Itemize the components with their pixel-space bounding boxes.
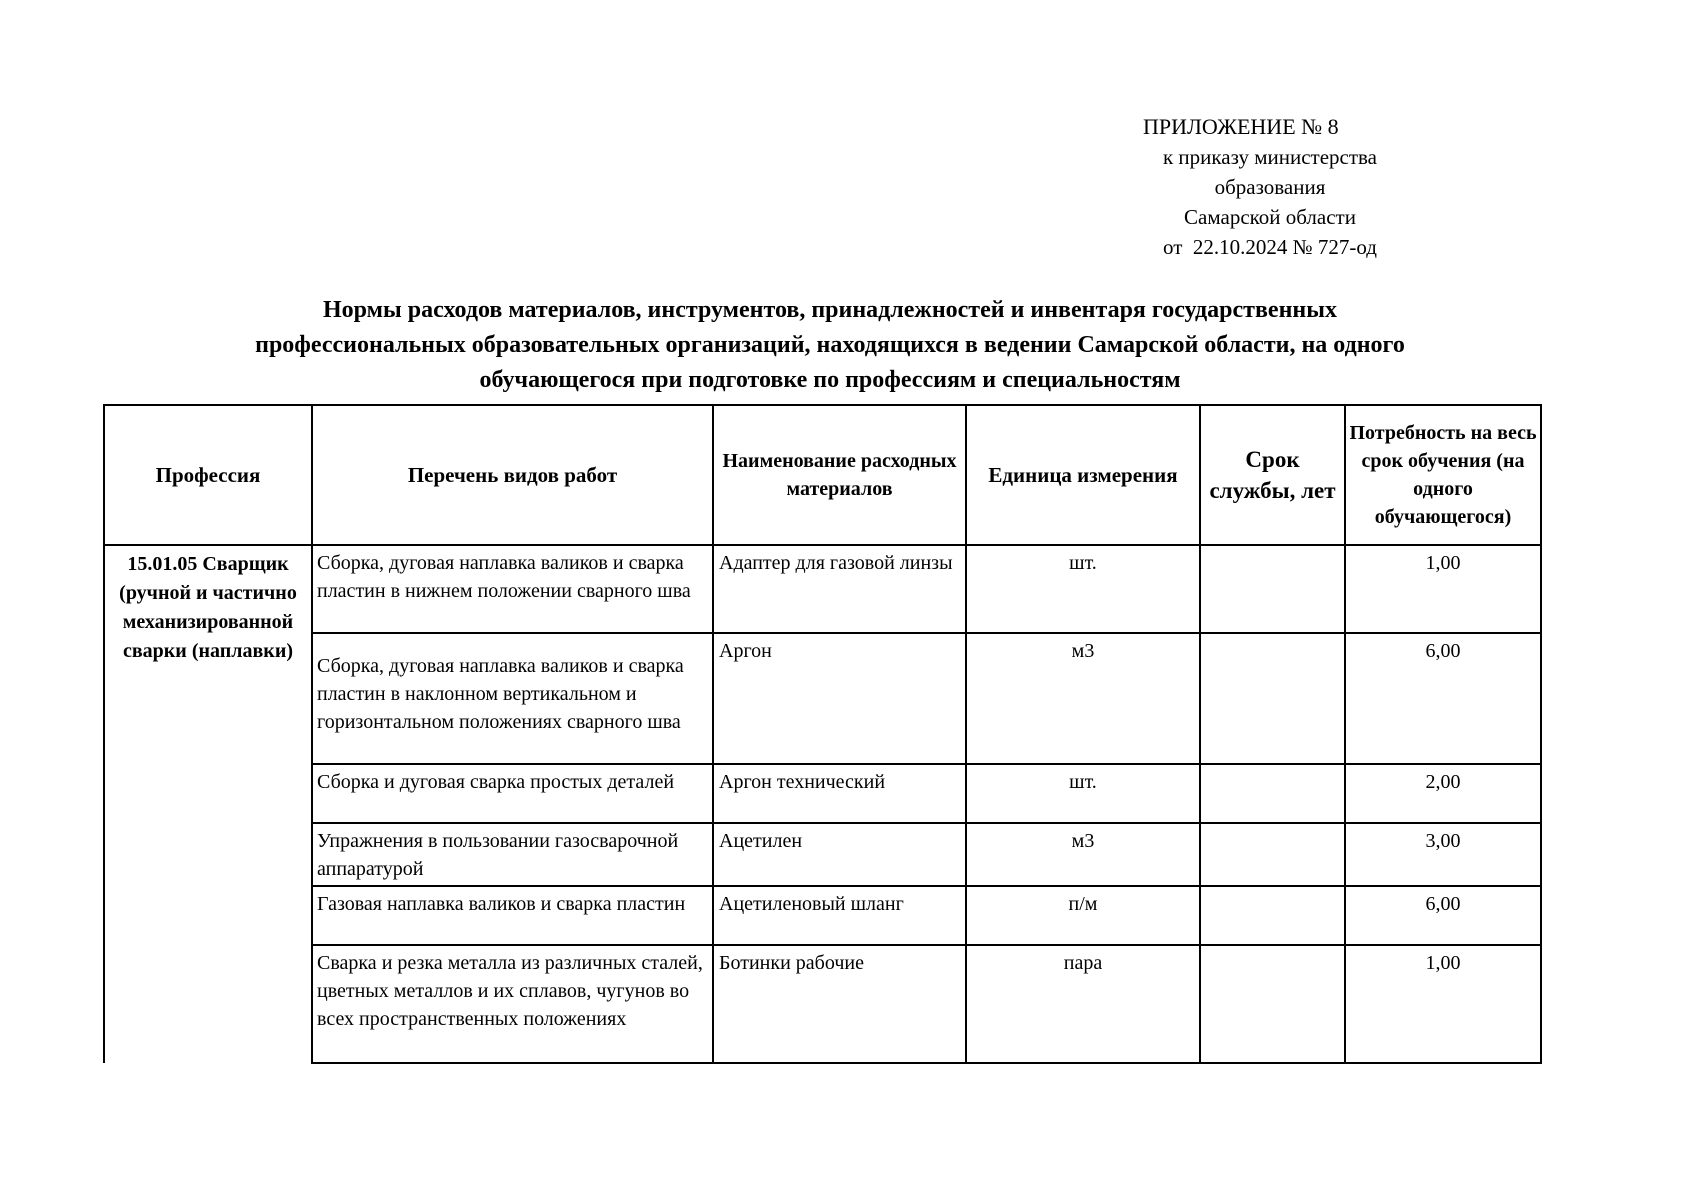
table-row: [104, 545, 1541, 633]
unit-cell: шт.: [966, 764, 1200, 823]
norms-table: [103, 404, 1542, 1064]
profession-cell: 15.01.05 Сварщик (ручной и частично механизированной сварки (наплавки): [104, 545, 312, 1063]
term-cell: [1200, 545, 1345, 633]
works-cell: Упражнения в пользовании газосварочной аппаратурой: [312, 823, 713, 886]
appendix-header: [1120, 112, 1420, 262]
table-row: [104, 945, 1541, 1063]
material-cell: Аргон технический: [713, 764, 966, 823]
document-title-line-1: Нормы расходов материалов, инструментов, принадлежностей и инвентаря государственных: [323, 297, 1337, 323]
document-title-line-3: обучающегося при подготовке по профессиям и специальностям: [479, 367, 1181, 393]
works-cell: Сборка, дуговая наплавка валиков и сварка пластин в нижнем положении сварного шва: [312, 545, 713, 633]
works-cell: Сборка и дуговая сварка простых деталей: [312, 764, 713, 823]
material-cell: Ботинки рабочие: [713, 945, 966, 1063]
header-works: Перечень видов работ: [312, 405, 713, 545]
table-header-row: [104, 405, 1541, 545]
term-cell: [1200, 886, 1345, 945]
need-cell: 6,00: [1345, 633, 1541, 764]
material-cell: Ацетиленовый шланг: [713, 886, 966, 945]
header-material: Наименование расходных материалов: [713, 405, 966, 545]
need-cell: 1,00: [1345, 545, 1541, 633]
table-row: [104, 823, 1541, 886]
term-cell: [1200, 945, 1345, 1063]
need-cell: 6,00: [1345, 886, 1541, 945]
appendix-line-3: Самарской области: [1184, 205, 1356, 229]
term-cell: [1200, 823, 1345, 886]
unit-cell: м3: [966, 633, 1200, 764]
appendix-date: от 22.10.2024 № 727-од: [1162, 235, 1377, 259]
works-cell: Газовая наплавка валиков и сварка пластин: [312, 886, 713, 945]
works-cell: Сварка и резка металла из различных сталей, цветных металлов и их сплавов, чугунов во всех пространственных положениях: [312, 945, 713, 1063]
need-cell: 2,00: [1345, 764, 1541, 823]
appendix-line-1: к приказу министерства: [1162, 145, 1378, 169]
appendix-line-2: образования: [1214, 175, 1326, 199]
term-cell: [1200, 633, 1345, 764]
header-need: Потребность на весь срок обучения (на одного обучающегося): [1345, 405, 1541, 545]
material-cell: Аргон: [713, 633, 966, 764]
header-unit: Единица измерения: [966, 405, 1200, 545]
unit-cell: пара: [966, 945, 1200, 1063]
need-cell: 1,00: [1345, 945, 1541, 1063]
document-title-line-2: профессиональных образовательных организаций, находящихся в ведении Самарской области, на одного: [255, 332, 1405, 358]
material-cell: Ацетилен: [713, 823, 966, 886]
unit-cell: п/м: [966, 886, 1200, 945]
table-row: [104, 764, 1541, 823]
need-cell: 3,00: [1345, 823, 1541, 886]
document-title: [100, 293, 1560, 398]
header-profession: Профессия: [104, 405, 312, 545]
unit-cell: м3: [966, 823, 1200, 886]
unit-cell: шт.: [966, 545, 1200, 633]
term-cell: [1200, 764, 1345, 823]
appendix-title: ПРИЛОЖЕНИЕ № 8: [1143, 114, 1339, 139]
table-row: [104, 633, 1541, 764]
table-row: [104, 886, 1541, 945]
material-cell: Адаптер для газовой линзы: [713, 545, 966, 633]
works-cell: Сборка, дуговая наплавка валиков и сварка пластин в наклонном вертикальном и горизонтальном положениях сварного шва: [312, 633, 713, 764]
header-term: Срок службы, лет: [1200, 405, 1345, 545]
